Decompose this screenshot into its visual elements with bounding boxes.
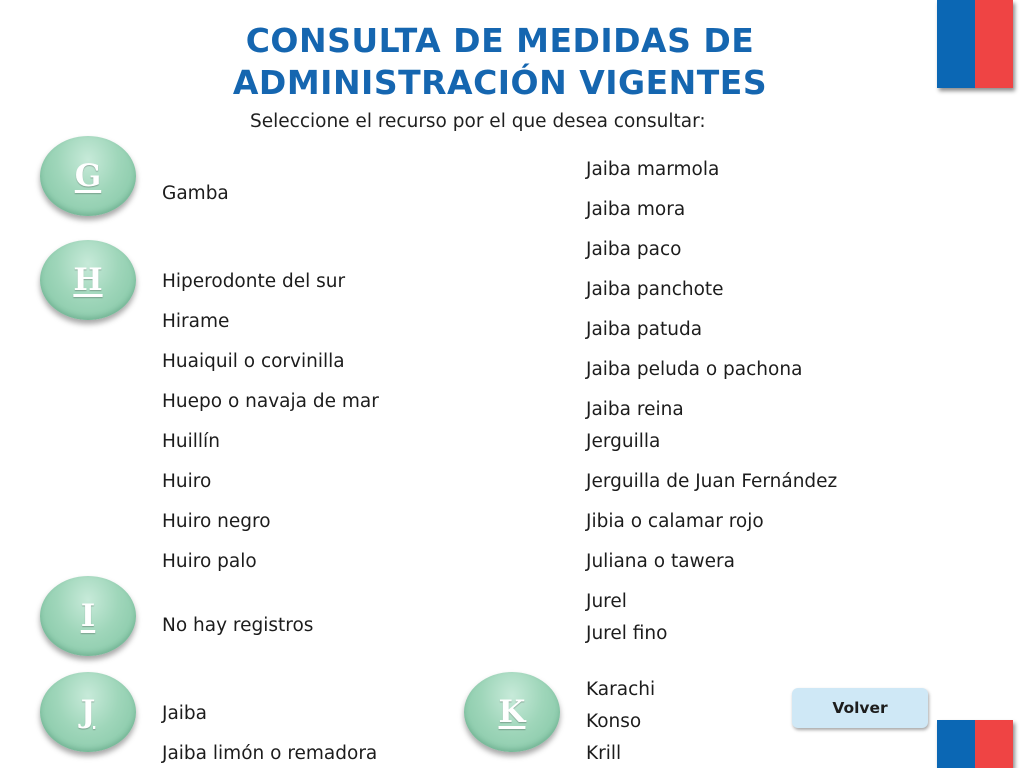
resource-item[interactable]: Huiro palo [162,551,257,572]
resource-item[interactable]: Huaiquil o corvinilla [162,351,345,372]
resource-item[interactable]: Konso [586,711,642,732]
resource-item[interactable]: Jaiba paco [586,239,682,260]
resource-item[interactable]: Huepo o navaja de mar [162,391,379,412]
resource-item[interactable]: Huiro negro [162,511,271,532]
letter-j-button[interactable]: J [40,672,136,752]
resource-item[interactable]: Jaiba panchote [586,279,724,300]
resource-item[interactable]: Jurel [586,591,627,612]
letter-i-button[interactable]: I [40,576,136,656]
resource-item[interactable]: Hirame [162,311,230,332]
chile-flag-icon [937,0,1013,88]
resource-item[interactable]: Jaiba patuda [586,319,703,340]
chile-flag-icon-bottom [937,720,1013,768]
title-line-1: CONSULTA DE MEDIDAS DE [245,21,755,60]
resource-item[interactable]: Karachi [586,679,656,700]
letter-g-button[interactable]: G [40,136,136,216]
subtitle: Seleccione el recurso por el que desea consultar: [250,111,706,132]
letter-k-button[interactable]: K [464,672,560,752]
resource-item[interactable]: Jerguilla [586,431,661,452]
page-title [180,20,820,104]
resource-item[interactable]: Jaiba reina [586,399,684,420]
resource-item[interactable]: Jaiba peluda o pachona [586,359,803,380]
title-line-2: ADMINISTRACIÓN VIGENTES [232,63,768,102]
resource-item[interactable]: Jaiba limón o remadora [162,743,378,764]
resource-item[interactable]: Jaiba mora [586,199,686,220]
volver-button[interactable]: Volver [792,688,928,728]
resource-item[interactable]: Jerguilla de Juan Fernández [586,471,838,492]
resource-item[interactable]: Jurel fino [586,623,668,644]
no-records-text: No hay registros [162,615,314,636]
resource-item[interactable]: Jaiba marmola [586,159,720,180]
resource-item[interactable]: Juliana o tawera [586,551,735,572]
resource-item[interactable]: Jaiba [162,703,208,724]
resource-item[interactable]: Hiperodonte del sur [162,271,346,292]
resource-item[interactable]: Gamba [162,183,229,204]
resource-item[interactable]: Krill [586,743,622,764]
resource-item[interactable]: Jibia o calamar rojo [586,511,764,532]
resource-item[interactable]: Huiro [162,471,212,492]
letter-h-button[interactable]: H [40,240,136,320]
resource-item[interactable]: Huillín [162,431,220,452]
